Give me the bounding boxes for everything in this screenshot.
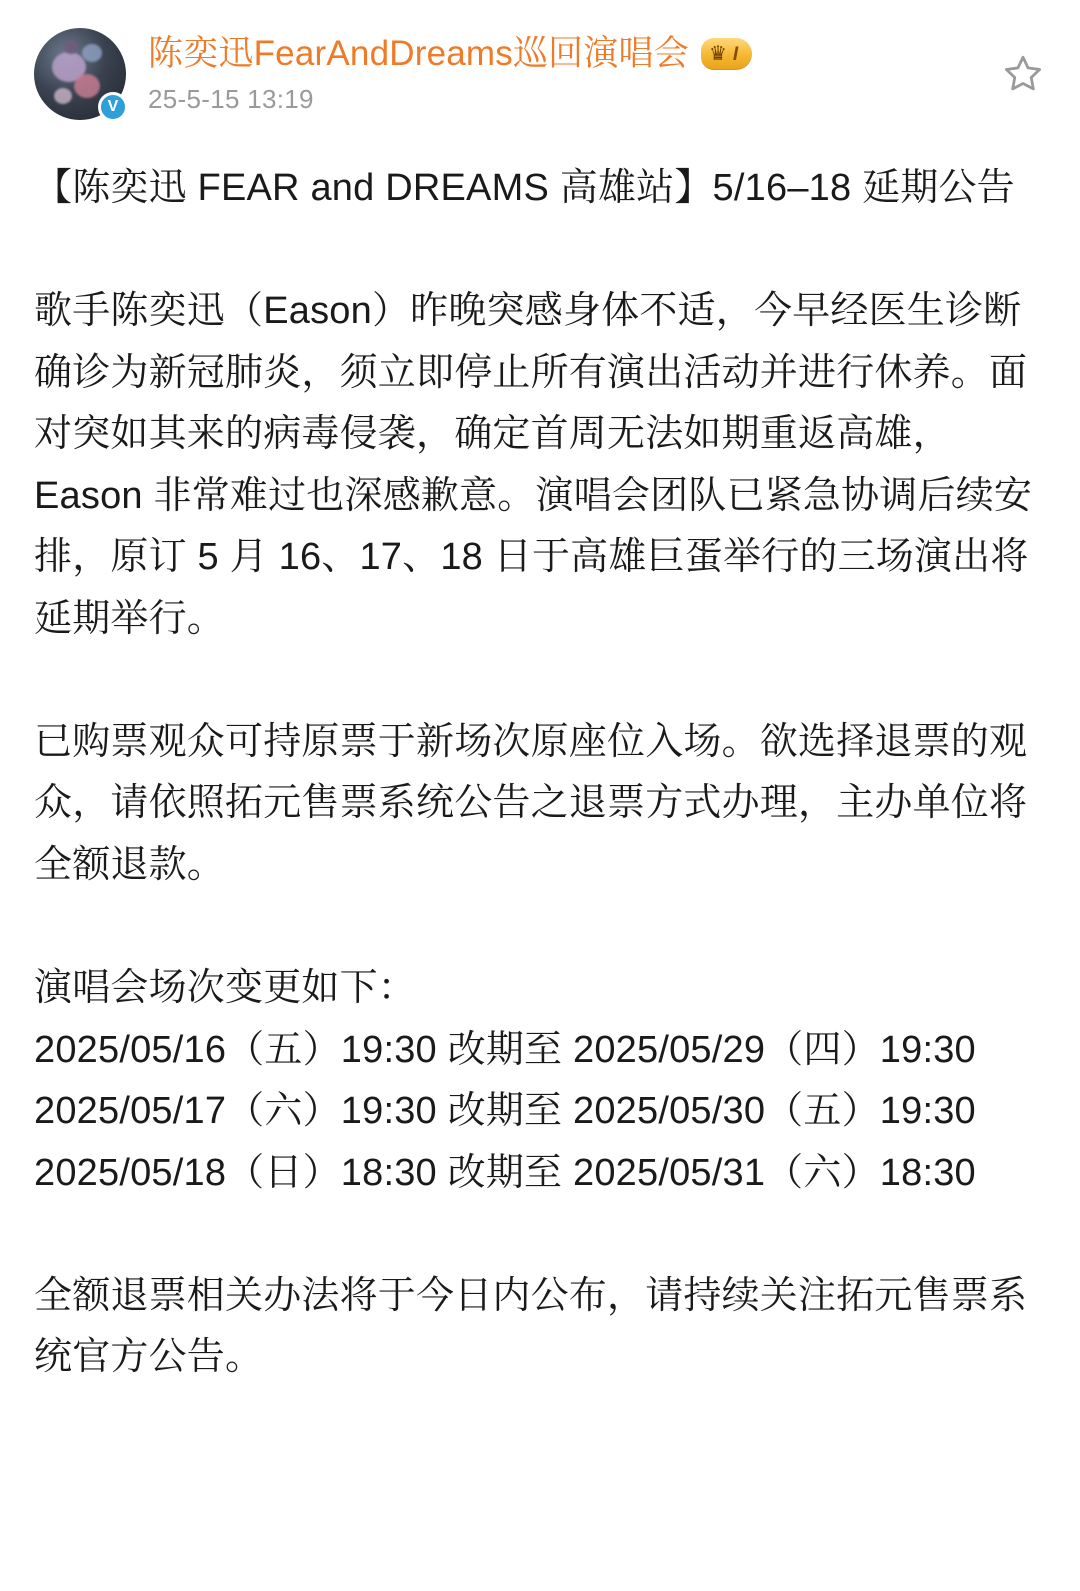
avatar[interactable] [34,28,126,120]
paragraph-spacer [34,897,1046,959]
schedule-line: 2025/05/17（六）19:30 改期至 2025/05/30（五）19:30 [34,1090,976,1133]
level-label: I [732,43,739,65]
paragraph-spacer [34,650,1046,712]
paragraph-spacer [34,220,1046,282]
author-meta [148,28,752,115]
post-header [34,28,1046,132]
post-content [34,158,1046,1389]
post-title: 【陈奕迅 FEAR and DREAMS 高雄站】5/16–18 延期公告 [34,167,1015,209]
post-paragraph-2: 已购票观众可持原票于新场次原座位入场。欲选择退票的观众，请依照拓元售票系统公告之退票方式办理，主办单位将全额退款。 [34,720,1028,887]
crown-icon: ♛ [708,43,727,66]
schedule-line: 2025/05/18（日）18:30 改期至 2025/05/31（六）18:30 [34,1151,976,1194]
schedule-line: 2025/05/16（五）19:30 改期至 2025/05/29（四）19:30 [34,1028,976,1071]
author-name[interactable]: 陈奕迅FearAndDreams巡回演唱会 [148,34,689,73]
post-closing: 全额退票相关办法将于今日内公布，请持续关注拓元售票系统官方公告。 [34,1274,1028,1379]
author-name-row [148,34,752,74]
membership-level-badge[interactable] [701,38,752,70]
paragraph-spacer [34,1204,1046,1266]
post-paragraph-1: 歌手陈奕迅（Eason）昨晚突感身体不适，今早经医生诊断确诊为新冠肺炎，须立即停止所有演出活动并进行休养。面对突如其来的病毒侵袭，确定首周无法如期重返高雄，Eason 非常难过也深感歉意。演唱会团队已紧急协调后续安排，原订 5 月 16、17、18 日于高雄巨蛋举行的三场演出将延期举行。 [34,290,1033,640]
schedule-heading: 演唱会场次变更如下： [34,967,417,1010]
verified-badge-icon: V [98,92,128,122]
post-timestamp: 25-5-15 13:19 [148,84,314,115]
star-outline-icon[interactable] [1000,50,1046,96]
